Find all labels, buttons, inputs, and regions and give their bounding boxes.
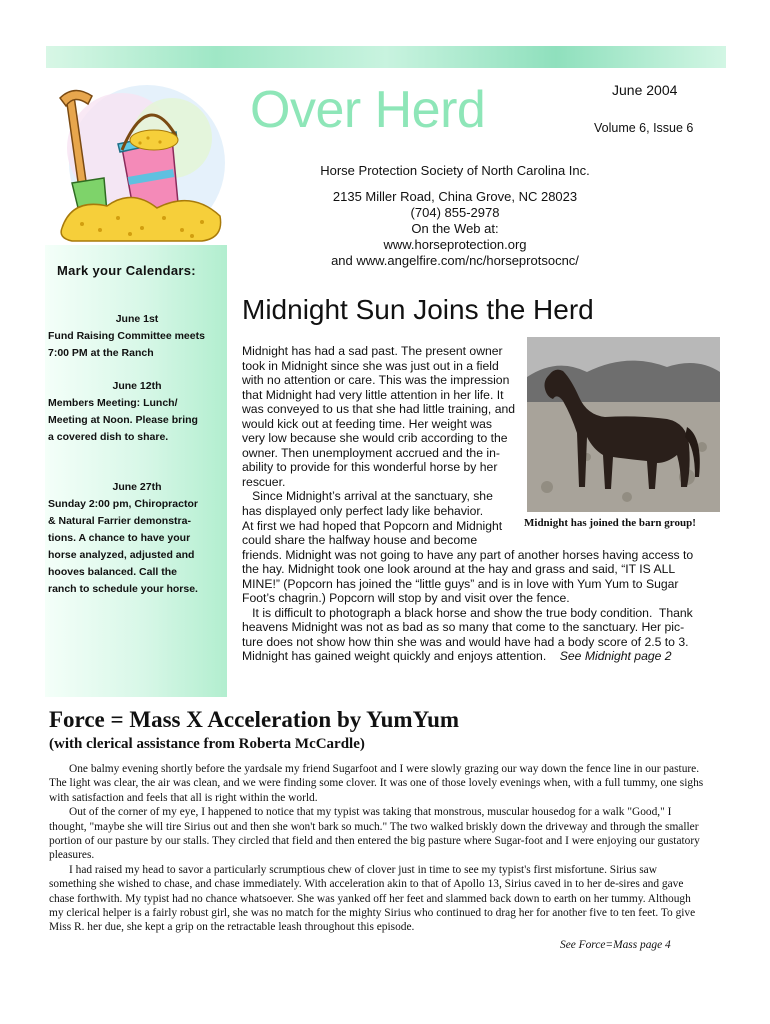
paragraph: Out of the corner of my eye, I happened to notice that my typist was taking that monstrous, muscular housedog for a walk "Good," I thought, "maybe she will tire Sirius out and then she won't bark so much." The two walked briskly down the driveway and through the smaller portion of our pasture by our stalls. They circled that field and then entered the big pasture where Sugar-foot and I were enjoying our gustatory pleasures. [49,806,700,862]
article-line: owner. Then unemployment accrued and the in- [242,445,500,460]
bucket-and-shovel-clipart [52,78,232,248]
article-line: At first we had hoped that Popcorn and Midnight [242,518,503,533]
article-line: with no attention or care. This was the impression [242,373,510,388]
article-line: very low because she would crib according to the [242,431,508,446]
article-line: Since Midnight’s arrival at the sanctuary, she [242,489,493,504]
event-line: 7:00 PM at the Ranch [48,347,154,359]
masthead-title: Over Herd [250,81,486,139]
article-line: It is difficult to photograph a black horse and show the true body condition. Thank [242,605,693,620]
org-web-url-2[interactable]: and www.angelfire.com/nc/horseprotsocnc/ [331,253,579,268]
article-line: the hay. Midnight took one look around at the hay and grass and said, “IT IS ALL [242,562,676,577]
article-line: rescuer. [242,474,286,489]
event-date: June 12th [112,380,162,392]
event-date: June 1st [115,313,159,325]
article-line: would kick out at feeding time. Her weight was [242,416,492,431]
issue-volume: Volume 6, Issue 6 [594,121,694,135]
event-line: horse analyzed, adjusted and [48,549,195,561]
article-line: Foot’s chagrin.) Popcorn will stop by and visit over the fence. [242,591,570,606]
paragraph: I had raised my head to savor a particularly scrumptious chew of clover just in time to see my typist's first misfortune. Sirius saw something she wished to chase, and chase immediately. With acceleration akin to that of Apollo 13, Sirius caved in to her de-sires and gave chase forthwith. My typist had no chance whatsoever. She was yanked off her feet and slammed back down to earth on her tummy. Although my clerical helper is a fairly robust girl, she was no match for the mighty Sirius who continued to drag her for another five to ten feet. To give Miss R. her due, she kept a grip on the retractable leash throughout this episode. [49,863,696,934]
article-line: was conveyed to us that she had little training, and [242,402,516,417]
org-phone: (704) 855-2978 [410,205,500,220]
continued-link-midnight[interactable]: See Midnight page 2 [559,649,672,664]
event-line: Fund Raising Committee meets [48,330,205,342]
article-line: friends. Midnight was not going to have any part of another horses having access to [242,547,694,562]
continued-link-force[interactable]: See Force=Mass page 4 [560,939,671,951]
event-line: Sunday 2:00 pm, Chiropractor [48,498,198,510]
event-date: June 27th [112,481,162,493]
article-title-force: Force = Mass X Acceleration by YumYum [49,707,460,732]
article-line: heavens Midnight was not as bad as so many that come to the sanctuary. Her pic- [242,620,685,635]
issue-date: June 2004 [612,82,678,98]
article-line: ability to provide for this wonderful horse by her [242,460,498,475]
event-line: Members Meeting: Lunch/ [48,397,178,409]
header-band [46,46,726,68]
org-address: 2135 Miller Road, China Grove, NC 28023 [332,189,578,204]
paragraph: One balmy evening shortly before the yardsale my friend Sugarfoot and I were slowly grazing our way down the fence line in our pasture. The light was clear, the air was clean, and we were finding some clover. It was one of those lovely evenings when, with a full tummy, one sighs with satisfaction and feels that all is right within the world. [49,763,704,804]
article-title-midnight: Midnight Sun Joins the Herd [242,294,594,325]
photo-caption: Midnight has joined the barn group! [524,517,696,529]
article-line: has displayed only perfect lady like behavior. [242,504,484,519]
article-line-text: Midnight has gained weight quickly and enjoys attention. [242,649,547,664]
article-line: MINE!” (Popcorn has joined the “little guys” and is in love with Yum Yum to Sugar [242,576,679,591]
article-line: Midnight has had a sad past. The present owner [242,344,503,358]
article-line: could share the halfway house and become [242,533,478,548]
article-line: took in Midnight since she was just out in a field [242,358,499,373]
org-web-label: On the Web at: [411,221,499,236]
event-line: ranch to schedule your horse. [48,583,198,595]
event-line: hooves balanced. Call the [48,566,177,578]
event-line: a covered dish to share. [48,431,169,443]
article-line: ture does not show how thin she was and would have had a body score of 2.5 to 3. [242,634,689,649]
event-line: tions. A chance to have your [48,532,191,544]
article-subtitle-force: (with clerical assistance from Roberta McCardle) [49,736,365,752]
article-body-force [49,762,705,935]
article-line [242,649,717,664]
article-body-midnight [242,344,717,664]
event-line: & Natural Farrier demonstra- [48,515,191,527]
sidebar-title: Mark your Calendars: [57,263,196,278]
org-web-url-1[interactable]: www.horseprotection.org [383,237,527,252]
organization-info [280,163,630,269]
org-name: Horse Protection Society of North Carolina Inc. [320,163,590,178]
article-line: that Midnight had very little attention in her life. It [242,387,504,402]
event-line: Meeting at Noon. Please bring [48,414,198,426]
